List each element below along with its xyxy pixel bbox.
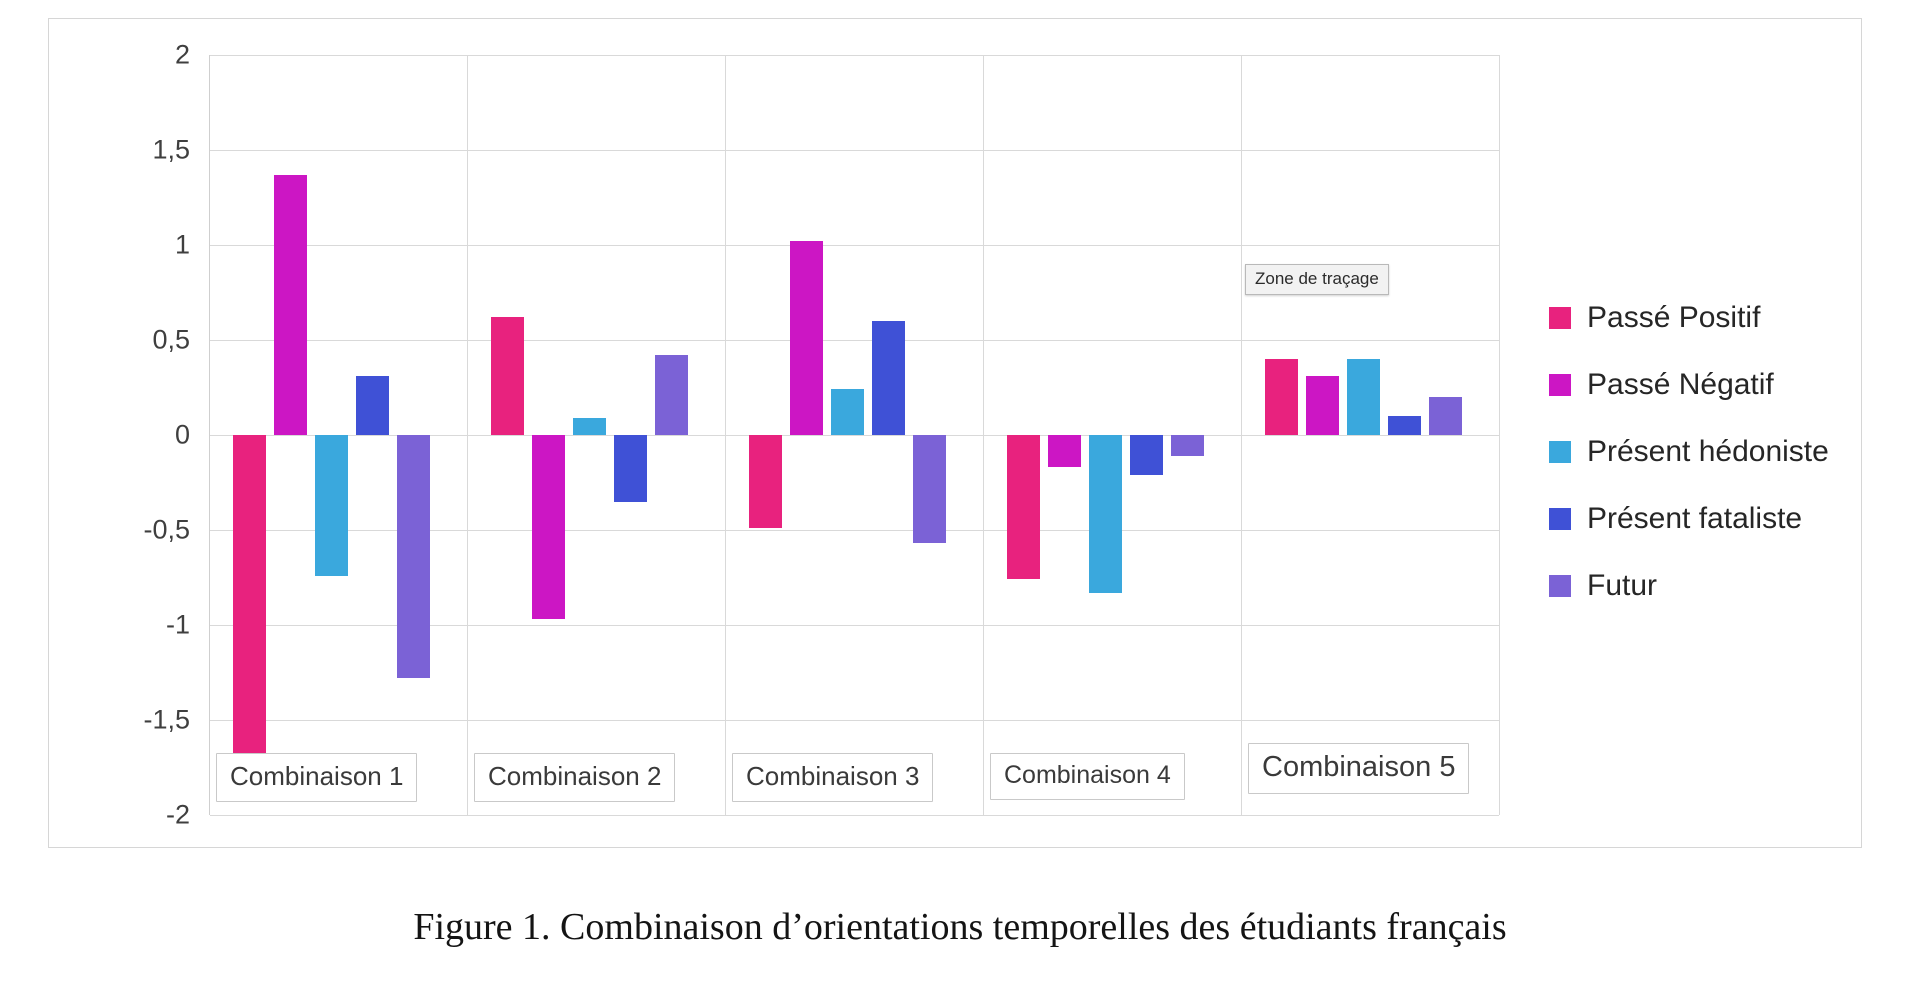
legend-label: Futur xyxy=(1587,568,1658,602)
y-axis-tick-label: 0 xyxy=(174,419,190,450)
bar[interactable] xyxy=(491,317,524,435)
bar[interactable] xyxy=(1007,435,1040,579)
bar[interactable] xyxy=(532,435,565,619)
plot-area-tooltip: Zone de traçage xyxy=(1245,264,1389,295)
gridline-vertical xyxy=(983,55,984,815)
bar[interactable] xyxy=(831,389,864,435)
gridline-vertical xyxy=(1499,55,1500,815)
legend-label: Passé Positif xyxy=(1587,300,1761,334)
legend-swatch-icon xyxy=(1549,441,1571,463)
chart-frame xyxy=(48,18,1862,848)
gridline-horizontal xyxy=(210,815,1499,816)
bar[interactable] xyxy=(274,175,307,435)
legend-swatch-icon xyxy=(1549,575,1571,597)
legend-item[interactable] xyxy=(1549,552,1849,619)
bar[interactable] xyxy=(1347,359,1380,435)
gridline-vertical xyxy=(467,55,468,815)
bar[interactable] xyxy=(1089,435,1122,593)
bar[interactable] xyxy=(1130,435,1163,475)
legend-item[interactable] xyxy=(1549,485,1849,552)
bar[interactable] xyxy=(573,418,606,435)
y-axis-tick-label: 0,5 xyxy=(152,324,190,355)
bar[interactable] xyxy=(1171,435,1204,456)
x-axis-category-label[interactable]: Combinaison 2 xyxy=(474,753,675,802)
gridline-horizontal xyxy=(210,245,1499,246)
bar[interactable] xyxy=(397,435,430,678)
legend-swatch-icon xyxy=(1549,508,1571,530)
bar[interactable] xyxy=(614,435,647,502)
x-axis-category-label[interactable]: Combinaison 4 xyxy=(990,753,1185,800)
y-axis-tick-label: 2 xyxy=(174,39,190,70)
bar[interactable] xyxy=(655,355,688,435)
bar[interactable] xyxy=(872,321,905,435)
legend-label: Présent fataliste xyxy=(1587,501,1803,535)
y-axis-tick-label: 1,5 xyxy=(152,134,190,165)
bar[interactable] xyxy=(356,376,389,435)
gridline-horizontal xyxy=(210,720,1499,721)
y-axis xyxy=(49,39,209,830)
bar[interactable] xyxy=(1306,376,1339,435)
bar[interactable] xyxy=(1048,435,1081,467)
legend-label: Passé Négatif xyxy=(1587,367,1774,401)
legend-label: Présent hédoniste xyxy=(1587,434,1829,468)
y-axis-tick-label: -1 xyxy=(165,609,190,640)
bar[interactable] xyxy=(1265,359,1298,435)
x-axis-category-label[interactable]: Combinaison 5 xyxy=(1248,743,1469,794)
legend-item[interactable] xyxy=(1549,351,1849,418)
bar[interactable] xyxy=(913,435,946,543)
bar[interactable] xyxy=(790,241,823,435)
y-axis-tick-label: -0,5 xyxy=(143,514,190,545)
bar[interactable] xyxy=(1388,416,1421,435)
gridline-horizontal xyxy=(210,340,1499,341)
y-axis-tick-label: 1 xyxy=(174,229,190,260)
plot-area[interactable] xyxy=(209,55,1499,815)
x-axis-category-label[interactable]: Combinaison 3 xyxy=(732,753,933,802)
bar[interactable] xyxy=(1429,397,1462,435)
gridline-vertical xyxy=(725,55,726,815)
gridline-horizontal xyxy=(210,150,1499,151)
y-axis-tick-label: -1,5 xyxy=(143,704,190,735)
legend-swatch-icon xyxy=(1549,307,1571,329)
gridline-vertical xyxy=(1241,55,1242,815)
plot-wrapper xyxy=(49,19,1861,847)
bar[interactable] xyxy=(315,435,348,576)
figure-caption: Figure 1. Combinaison d’orientations temporelles des étudiants français xyxy=(413,906,1507,948)
legend-item[interactable] xyxy=(1549,418,1849,485)
legend-item[interactable] xyxy=(1549,284,1849,351)
x-axis-category-label[interactable]: Combinaison 1 xyxy=(216,753,417,802)
gridline-horizontal xyxy=(210,55,1499,56)
chart-legend xyxy=(1549,284,1849,619)
bar[interactable] xyxy=(749,435,782,528)
bar[interactable] xyxy=(233,435,266,756)
legend-swatch-icon xyxy=(1549,374,1571,396)
y-axis-tick-label: -2 xyxy=(165,799,190,830)
